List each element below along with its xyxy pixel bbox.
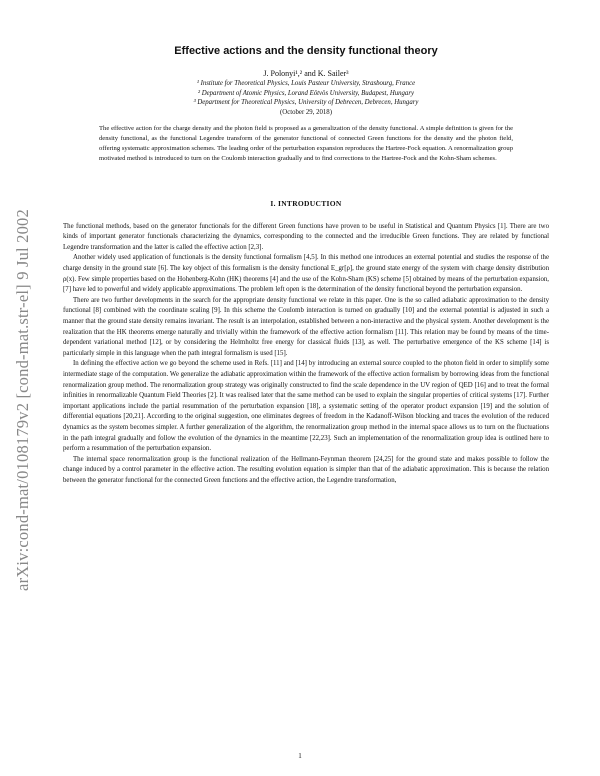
paper-page (63, 45, 549, 487)
paragraph: The internal space renormalization group is the functional realization of the Hellmann-Feynman theorem [24,25] for the ground state and makes possible to follow the change induced by a control parameter in the effective action. The resulting evolution equation is simpler than that of the adiabatic approximation. This is because the relation between the generator functional for the connected Green functions and the effective action, the Legendre transformation, (63, 455, 549, 484)
page-number: 1 (298, 752, 302, 760)
arxiv-sidebar (8, 150, 38, 650)
section-heading: I. INTRODUCTION (270, 198, 342, 208)
paragraph: There are two further developments in the search for the appropriate density functional we relate in this paper. One is the so called adiabatic approximation to the density functional [8] combined with the coordinate scaling [9]. In this scheme the Coulomb interaction is turned on gradually [10] and the external potential is adjusted in such a manner that the ground state density remains invariant. The result is an interpolation, established between a non-interactive and the physical system. Another development is the realization that the HK theorems emerge naturally and trivially within the framework of the effective action formalism [11]. This relation may be found by means of the time-dependent variational method [12], or by considering the Helmholtz free energy for classical fluids [13], as well. The perturbative emergence of the KS scheme [14] is particularly simple in this language when the path integral formalism is used [15]. (63, 296, 549, 357)
affiliation-3: ³ Department for Theoretical Physics, University of Debrecen, Debrecen, Hungary (193, 99, 419, 106)
paragraph: The functional methods, based on the generator functionals for the different Green functions have proven to be useful in Statistical and Quantum Physics [1]. There are two kinds of important generator functionals characterizing the dynamics, corresponding to the connected and the irreducible Green functions. They are related by functional Legendre transformation and the latter is called the effective action [2,3]. (63, 222, 549, 251)
abstract: The effective action for the charge density and the photon field is proposed as a generalization of the density functional. A simple definition is given for the density functional, as the functional Legendre transform of the generator functional of connected Green functions for the density and the photon field, offering systematic approximation schemes. The leading order of the perturbation expansion reproduces the Hartree-Fock equation. A renormalization group motivated method is introduced to turn on the Coulomb interaction gradually and to find corrections to the Hartree-Fock and the Kohn-Sham schemes. (99, 124, 513, 163)
affiliation-2: ² Department of Atomic Physics, Lorand Eötvös University, Budapest, Hungary (198, 89, 414, 97)
paragraph: In defining the effective action we go beyond the scheme used in Refs. [11] and [14] by introducing an external source coupled to the photon field in order to simplify some intermediate stage of the computation. We generalize the adiabatic approximation within the framework of the effective action formalism by borrowing ideas from the functional renormalization group method. The renormalization group strategy was originally constructed to find the scale dependence in the UV region of QED [16] and to treat the formal infinities in renormalizable Quantum Field Theories [2]. It was realised later that the same method can be used to explain the singular properties of critical systems [17]. Further important applications include the partial resummation of the perturbation expansion [18], a systematic setting of the operator product expansion [19] and the solution of differential equations [20,21]. According to the original suggestion, one eliminates degrees of freedom in the Kadanoff-Wilson blocking and traces the evolution of the reduced dynamics as the system becomes simpler. A further generalization of the algorithm, the renormalization group method in the internal space allows us to turn on the fluctuations in the path integral gradually and follow the evolution of the dynamics in the meantime [22,23]. Such an implementation of the renormalization group idea is outlined here to perform a resummation of the perturbation expansion. (63, 360, 549, 453)
authors: J. Polonyi¹,² and K. Sailer³ (263, 69, 349, 78)
affiliation-1: ¹ Institute for Theoretical Physics, Louis Pasteur University, Strasbourg, France (196, 80, 416, 87)
paragraph: Another widely used application of functionals is the density functional formalism [4,5]. In this method one introduces an external potential and studies the response of the charge density in the ground state [6]. The key object of this formalism is the density functional E_gr[ρ], the ground state energy of the system with charge density distribution ρ(x). Few simple properties based on the Hohenberg-Kohn (HK) theorems [4] and the use of the Kohn-Sham (KS) scheme [5] obtained by means of the perturbation expansion, [7] have led to powerful and widely applicable approximations. The problem left open is the determination of the density functional beyond the perturbation expansion. (63, 254, 549, 294)
arxiv-identifier: arXiv:cond-mat/0108179v2 [cond-mat.str-el] 9 Jul 2002 (13, 209, 32, 591)
paper-title: Effective actions and the density functional theory (174, 45, 438, 57)
paper-date: (October 29, 2018) (280, 108, 332, 116)
